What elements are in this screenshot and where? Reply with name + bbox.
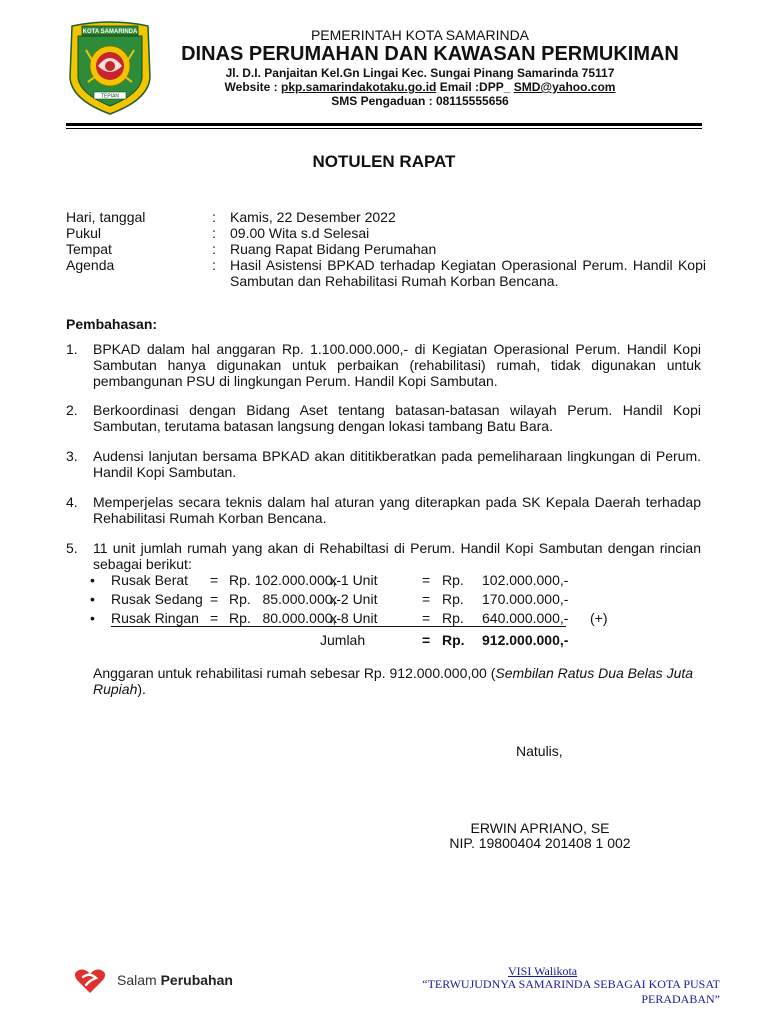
summary-prefix: Anggaran untuk rehabilitasi rumah sebesar Rp. 912.000.000,00 ( bbox=[93, 665, 496, 681]
equals-sign: = bbox=[422, 632, 431, 648]
unit-price: Rp. 80.000.000,- bbox=[229, 610, 342, 626]
point-text: 11 unit jumlah rumah yang akan di Rehabiltasi di Perum. Handil Kopi Sambutan dengan rincian sebagai berikut: bbox=[93, 540, 701, 572]
document-title: NOTULEN RAPAT bbox=[312, 152, 456, 171]
agency-address: Jl. D.I. Panjaitan Kel.Gn Lingai Kec. Sungai Pinang Samarinda 75117 bbox=[225, 66, 615, 80]
total-row bbox=[90, 632, 610, 650]
logo-motto-text: TEPIAN bbox=[100, 93, 120, 100]
logo-banner-text: KOTA SAMARINDA bbox=[82, 29, 138, 35]
total-label: Jumlah bbox=[320, 632, 366, 648]
city-emblem-logo bbox=[64, 20, 156, 116]
signatory-nip: NIP. 19800404 201408 1 002 bbox=[449, 835, 631, 851]
damage-category: Rusak Sedang bbox=[111, 591, 203, 607]
website-label: Website : bbox=[224, 80, 281, 94]
point-text: Berkoordinasi dengan Bidang Aset tentang batasan-batasan wilayah Perum. Handil Kopi Sambutan, terutama batasan langsung dengan lokasi tambang Batu Bara. bbox=[93, 402, 701, 434]
point-text: Audensi lanjutan bersama BPKAD akan dititikberatkan pada pemeliharaan lingkungan di Perum. Handil Kopi Sambutan. bbox=[93, 448, 701, 480]
footer-slogan bbox=[117, 972, 233, 988]
government-name: PEMERINTAH KOTA SAMARINDA bbox=[310, 27, 530, 43]
day-value: Kamis, 22 Desember 2022 bbox=[230, 209, 396, 225]
heart-brand-icon bbox=[74, 968, 106, 994]
unit-price: Rp. 102.000.000,- bbox=[229, 572, 342, 588]
unit-price: Rp. 85.000.000,- bbox=[229, 591, 342, 607]
info-row-time bbox=[66, 225, 706, 241]
signatory-role: Natulis, bbox=[516, 743, 563, 759]
sum-marker: (+) bbox=[590, 610, 608, 626]
info-row-day bbox=[66, 209, 706, 225]
email-label: Email :DPP_ bbox=[436, 80, 514, 94]
info-colon: : bbox=[212, 209, 216, 225]
point-number: 2. bbox=[66, 402, 78, 418]
bullet-dot: • bbox=[90, 572, 95, 588]
summary-amount-words: Sembilan Ratus Dua Belas Juta Rupiah bbox=[93, 665, 694, 697]
summary-suffix: ). bbox=[137, 681, 146, 697]
letterhead-divider-thin bbox=[66, 128, 702, 129]
row-total: 170.000.000,- bbox=[482, 591, 569, 607]
signatory-name: ERWIN APRIANO, SE bbox=[470, 820, 610, 836]
info-colon: : bbox=[212, 257, 216, 273]
equals-sign: = bbox=[422, 610, 431, 626]
currency-label: Rp. bbox=[442, 610, 464, 626]
equals-sign: = bbox=[422, 591, 431, 607]
info-colon: : bbox=[212, 241, 216, 257]
unit-quantity: x 1 Unit bbox=[330, 572, 378, 588]
damage-category: Rusak Berat bbox=[111, 572, 189, 588]
bullet-dot: • bbox=[90, 610, 95, 626]
point-number: 3. bbox=[66, 448, 78, 464]
point-text: Memperjelas secara teknis dalam hal aturan yang diterapkan pada SK Kepala Daerah terhadap Rehabilitasi Rumah Korban Bencana. bbox=[93, 494, 701, 526]
vision-line-2: PERADABAN” bbox=[641, 992, 720, 1006]
currency-label: Rp. bbox=[442, 632, 465, 648]
point-number: 1. bbox=[66, 341, 78, 357]
letterhead-divider-thick bbox=[66, 123, 702, 126]
vision-line-1: “TERWUJUDNYA SAMARINDA SEBAGAI KOTA PUSAT bbox=[422, 977, 720, 991]
time-value: 09.00 Wita s.d Selesai bbox=[230, 225, 370, 241]
equals-sign: = bbox=[210, 591, 219, 607]
place-label: Tempat bbox=[66, 241, 112, 257]
place-value: Ruang Rapat Bidang Perumahan bbox=[230, 241, 437, 257]
unit-quantity: x 8 Unit bbox=[330, 610, 378, 626]
budget-summary bbox=[93, 665, 701, 697]
point-number: 4. bbox=[66, 494, 78, 510]
slogan-prefix: Salam bbox=[117, 972, 161, 988]
agenda-label: Agenda bbox=[66, 257, 115, 273]
sms-complaint-line: SMS Pengaduan : 08115555656 bbox=[331, 94, 509, 108]
equals-sign: = bbox=[210, 610, 219, 626]
info-row-place bbox=[66, 241, 706, 257]
point-number: 5. bbox=[66, 540, 78, 556]
point-text: BPKAD dalam hal anggaran Rp. 1.100.000.000,- di Kegiatan Operasional Perum. Handil Kopi Sambutan hanya digunakan untuk perbaikan (rehabilitasi) rumah, tidak digunakan untuk pembangunan PSU di lingkungan Perum. Handil Kopi Sambutan. bbox=[93, 341, 701, 389]
time-label: Pukul bbox=[66, 225, 102, 241]
currency-label: Rp. bbox=[442, 591, 464, 607]
grand-total: 912.000.000,- bbox=[482, 632, 569, 648]
cost-row bbox=[90, 591, 630, 609]
info-row-agenda bbox=[66, 257, 706, 289]
agency-name: DINAS PERUMAHAN DAN KAWASAN PERMUKIMAN bbox=[181, 43, 679, 65]
agenda-value: Hasil Asistensi BPKAD terhadap Kegiatan Operasional Perum. Handil Kopi Sambutan dan Rehabilitasi Rumah Korban Bencana. bbox=[230, 257, 706, 289]
cost-row bbox=[90, 572, 630, 590]
bullet-dot: • bbox=[90, 591, 95, 607]
row-total: 640.000.000,- bbox=[482, 610, 569, 626]
info-colon: : bbox=[212, 225, 216, 241]
discussion-heading: Pembahasan: bbox=[66, 316, 158, 332]
damage-category: Rusak Ringan bbox=[111, 610, 199, 626]
vision-statement bbox=[380, 977, 720, 1007]
contact-line bbox=[160, 80, 680, 94]
sum-underline bbox=[111, 626, 566, 627]
equals-sign: = bbox=[422, 572, 431, 588]
day-label: Hari, tanggal bbox=[66, 209, 146, 225]
currency-label: Rp. bbox=[442, 572, 464, 588]
equals-sign: = bbox=[210, 572, 219, 588]
row-total: 102.000.000,- bbox=[482, 572, 569, 588]
website-link[interactable]: pkp.samarindakotaku.go.id bbox=[281, 80, 437, 94]
email-link[interactable]: SMD@yahoo.com bbox=[513, 80, 616, 94]
unit-quantity: x 2 Unit bbox=[330, 591, 378, 607]
slogan-bold: Perubahan bbox=[160, 972, 233, 988]
vision-label: VISI Walikota bbox=[508, 964, 578, 978]
